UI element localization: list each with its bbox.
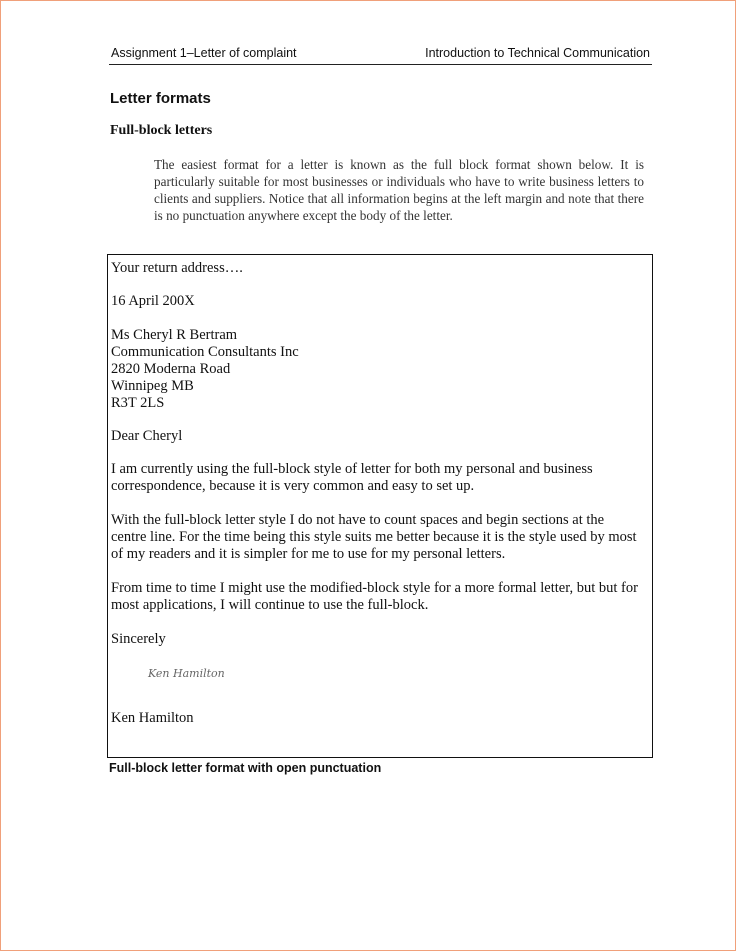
sample-letter-box bbox=[107, 254, 653, 758]
letter-date: 16 April 200X bbox=[111, 293, 195, 309]
handwritten-signature: Ken Hamilton bbox=[148, 667, 225, 680]
page-header bbox=[109, 45, 652, 65]
recipient-postal-code: R3T 2LS bbox=[111, 395, 165, 411]
letter-paragraph: I am currently using the full-block style of letter for both my personal and business correspondence, because it is very common and easy to set up. bbox=[111, 461, 593, 494]
signer-name: Ken Hamilton bbox=[111, 710, 194, 726]
salutation: Dear Cheryl bbox=[111, 428, 183, 444]
sub-heading: Full-block letters bbox=[110, 123, 213, 138]
section-heading: Letter formats bbox=[110, 90, 211, 107]
figure-caption: Full-block letter format with open punctuation bbox=[109, 761, 382, 775]
letter-paragraph: With the full-block letter style I do not have to count spaces and begin sections at the centre line. For the time being this style suits me better because it is the style used by most of my readers and it is simpler for me to use for my personal letters. bbox=[111, 512, 637, 562]
return-address: Your return address…. bbox=[111, 260, 243, 276]
recipient-city: Winnipeg MB bbox=[111, 378, 194, 394]
header-assignment-title: Assignment 1–Letter of complaint bbox=[111, 46, 297, 60]
recipient-company: Communication Consultants Inc bbox=[111, 344, 299, 360]
recipient-street: 2820 Moderna Road bbox=[111, 361, 231, 377]
letter-paragraph: From time to time I might use the modified-block style for a more formal letter, but but for most applications, I will continue to use the full-block. bbox=[111, 580, 638, 613]
intro-paragraph: The easiest format for a letter is known as the full block format shown below. It is particularly suitable for most businesses or individuals who have to write business letters to clients and suppliers. Notice that all information begins at the left margin and note that there is no punctuation anywhere except the body of the letter. bbox=[154, 157, 644, 223]
header-course-title: Introduction to Technical Communication bbox=[425, 46, 650, 60]
recipient-name: Ms Cheryl R Bertram bbox=[111, 327, 238, 343]
closing: Sincerely bbox=[111, 631, 166, 647]
